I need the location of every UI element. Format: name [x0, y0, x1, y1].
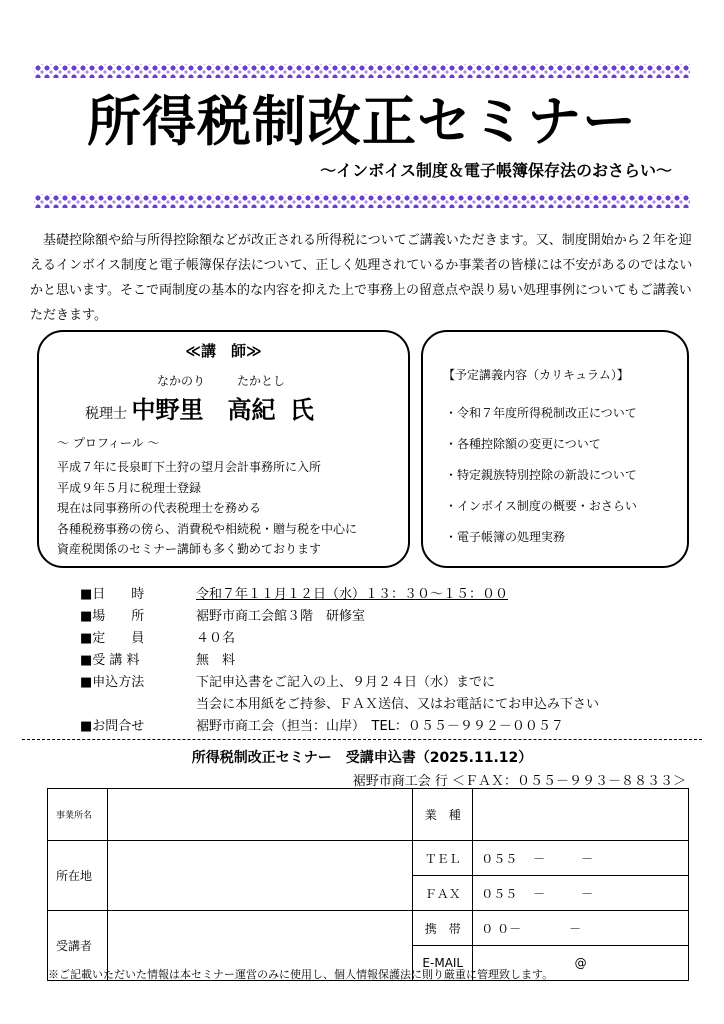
place-value: 裾野市商工会館３階 研修室	[196, 609, 366, 624]
fee-value: 無 料	[196, 653, 236, 668]
date-label: ■日 時	[80, 587, 145, 602]
page-subtitle: ～インボイス制度＆電子帳簿保存法のおさらい～	[320, 161, 672, 180]
email-field[interactable]: @	[473, 946, 689, 981]
mobile-field[interactable]: ０ ０－ －	[473, 911, 689, 946]
contact-label: ■お問合せ	[80, 719, 145, 734]
capacity-value: ４０名	[196, 631, 236, 646]
curriculum-list	[445, 398, 637, 553]
business-name-label: 事業所名	[48, 789, 108, 841]
industry-field[interactable]	[473, 789, 689, 841]
profile-line: 平成７年に長泉町下土狩の望月会計事務所に入所	[57, 460, 322, 474]
application-form	[47, 788, 689, 981]
cut-line-divider	[22, 739, 702, 740]
decorative-dot-border-bottom	[34, 194, 690, 208]
industry-label: 業 種	[413, 789, 473, 841]
info-row-place	[80, 606, 599, 628]
info-row-apply	[80, 672, 599, 694]
curriculum-box	[421, 330, 689, 568]
curriculum-item: ・各種控除額の変更について	[445, 437, 601, 451]
attendee-label: 受講者	[48, 911, 108, 981]
tel-label: ＴＥＬ	[413, 841, 473, 876]
apply-value-1: 下記申込書をご記入の上、９月２４日（水）までに	[196, 675, 496, 690]
profile-line: 各種税務事務の傍ら、消費税や相続税・贈与税を中心に	[57, 521, 358, 536]
lecturer-box	[37, 330, 410, 568]
mobile-label: 携 帯	[413, 911, 473, 946]
fee-label: ■受 講 料	[80, 653, 140, 668]
profile-list	[57, 457, 357, 560]
info-row-apply-cont	[80, 694, 599, 716]
info-row-contact	[80, 716, 599, 738]
ruby-given-name: たかとし	[237, 374, 286, 388]
info-row-fee	[80, 650, 599, 672]
curriculum-item: ・令和７年度所得税制改正について	[445, 406, 637, 420]
event-info	[80, 584, 599, 738]
lecturer-suffix: 氏	[289, 396, 314, 424]
decorative-dot-border-top	[34, 64, 690, 78]
fax-label: ＦＡＸ	[413, 876, 473, 911]
lecturer-heading: ≪講 師≫	[185, 342, 262, 360]
apply-label: ■申込方法	[80, 675, 145, 690]
profile-line: 平成９年５月に税理士登録	[57, 480, 202, 495]
curriculum-item: ・特定親族特別控除の新設について	[445, 468, 637, 482]
ruby-family-name: なかのり	[157, 374, 206, 388]
business-name-field[interactable]	[107, 789, 412, 841]
email-label: E-MAIL	[413, 946, 473, 981]
capacity-label: ■定 員	[80, 631, 145, 646]
intro-paragraph: 基礎控除額や給与所得控除額などが改正される所得税についてご講義いただきます。又、制度開始から２年を迎えるインボイス制度と電子帳簿保存法について、正しく処理されているか事業者の皆様には不安があるのではないかと思います。そこで両制度の基本的な内容を抑えた上で事務上の留意点や誤り易い処理事例についてもご講義いただきます。	[30, 233, 693, 323]
profile-line: 資産税関係のセミナー講師も多く勤めております	[57, 542, 322, 556]
profile-line: 現在は同事務所の代表税理士を務める	[57, 501, 262, 515]
privacy-footer-note: ※ご記載いただいた情報は本セミナー運営のみに使用し、個人情報保護法に則り厳重に管理致します。	[48, 968, 554, 981]
fax-field[interactable]: ０５５ － －	[473, 876, 689, 911]
lecturer-title-prefix: 税理士	[85, 406, 127, 422]
form-destination: 裾野市商工会 行 ＜ＦＡＸ：０５５－９９３－８８３３＞	[352, 774, 686, 789]
address-label: 所在地	[48, 841, 108, 911]
lecturer-name: 中野里 高紀	[131, 396, 276, 424]
profile-heading: ～ プロフィール ～	[57, 436, 160, 450]
lecturer-name-line	[85, 390, 314, 425]
form-title: 所得税制改正セミナー 受講申込書（2025.11.12）	[191, 750, 533, 766]
apply-value-2: 当会に本用紙をご持参、ＦＡＸ送信、又はお電話にてお申込み下さい	[196, 697, 600, 712]
curriculum-item: ・インボイス制度の概要・おさらい	[445, 499, 637, 513]
info-row-capacity	[80, 628, 599, 650]
curriculum-heading: 【予定講義内容（カリキュラム）】	[443, 368, 629, 382]
page-title: 所得税制改正セミナー	[87, 90, 637, 153]
contact-value: 裾野市商工会（担当：山岸） TEL：０５５－９９２－００５７	[196, 719, 564, 734]
address-field[interactable]	[107, 841, 412, 911]
date-value: 令和７年１１月１２日（水）１３：３０～１５：００	[196, 587, 509, 602]
place-label: ■場 所	[80, 609, 145, 624]
info-row-date	[80, 584, 599, 606]
tel-field[interactable]: ０５５ － －	[473, 841, 689, 876]
curriculum-item: ・電子帳簿の処理実務	[445, 530, 566, 544]
